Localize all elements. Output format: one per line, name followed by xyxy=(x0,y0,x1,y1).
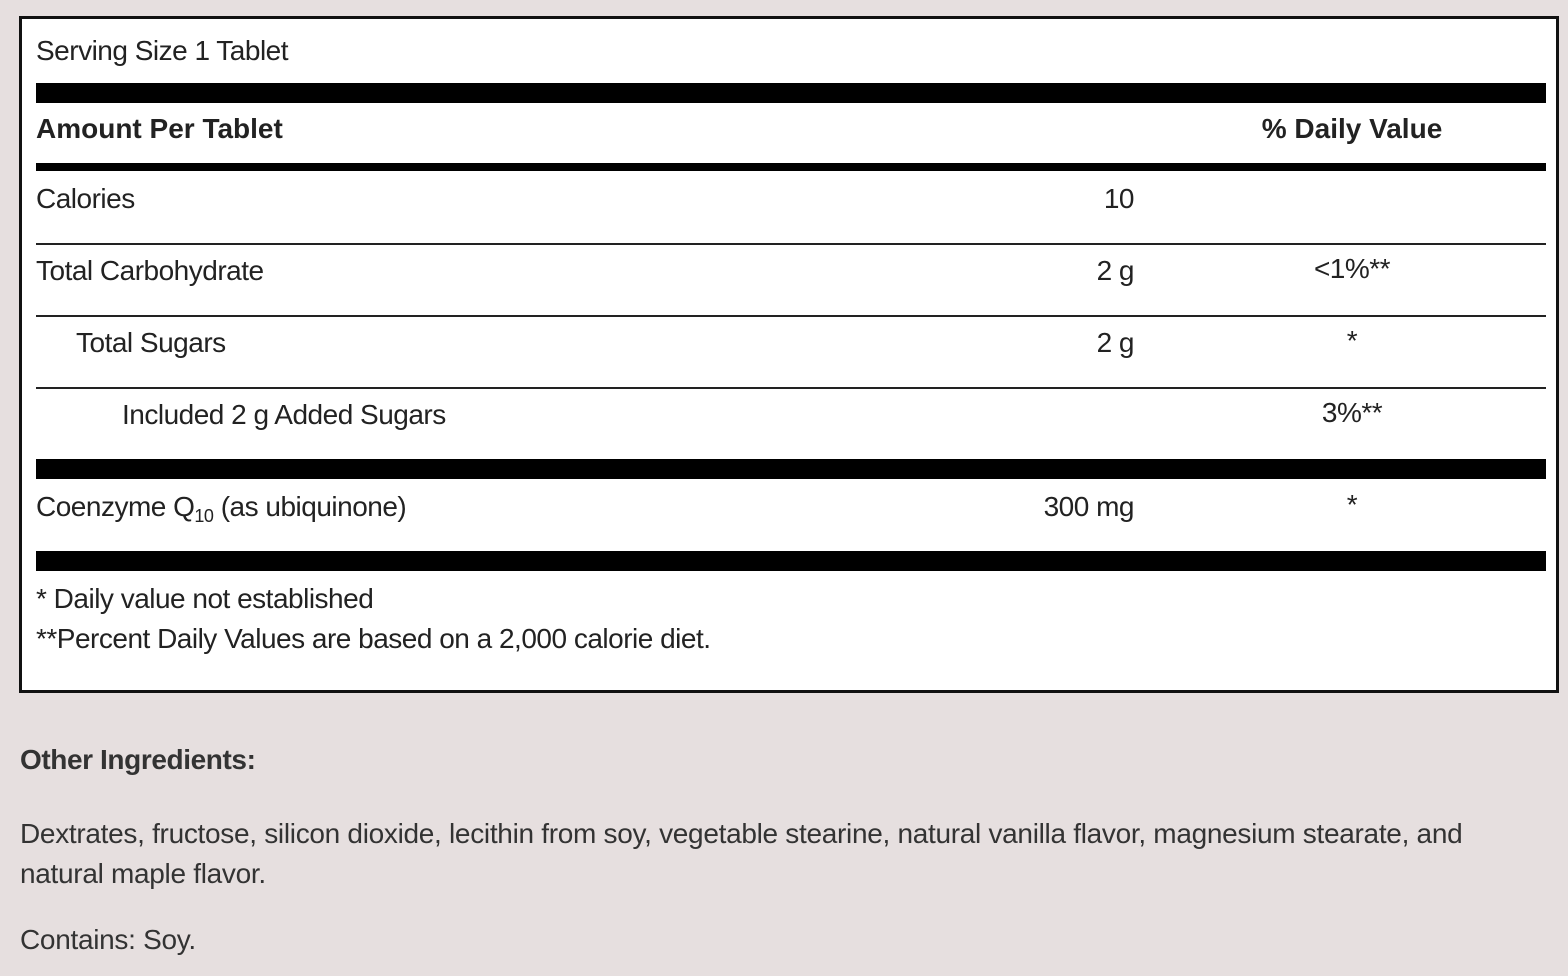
thin-divider xyxy=(36,315,1546,317)
nutrient-amount: 2 g xyxy=(1096,327,1134,358)
thick-divider xyxy=(36,83,1546,103)
footnote-percent-daily: **Percent Daily Values are based on a 2,000 calorie diet. xyxy=(36,623,711,654)
table-row xyxy=(36,183,1546,223)
nutrient-dv: * xyxy=(1346,325,1358,356)
other-ingredients-text: Dextrates, fructose, silicon dioxide, lecithin from soy, vegetable stearine, natural vanilla flavor, magnesium stearate, and natural maple flavor. xyxy=(20,818,1463,889)
nutrient-dv: 3%** xyxy=(1321,397,1383,428)
coenzyme-dv: * xyxy=(1346,489,1358,520)
nutrient-dv: <1%** xyxy=(1313,253,1391,284)
nutrient-name: Total Carbohydrate xyxy=(36,255,264,286)
thick-divider xyxy=(36,459,1546,479)
footnote-daily-value: * Daily value not established xyxy=(36,583,374,614)
thick-divider xyxy=(36,551,1546,571)
daily-value-label: % Daily Value xyxy=(1261,113,1443,144)
amount-per-tablet-label: Amount Per Tablet xyxy=(36,113,283,144)
table-row xyxy=(36,491,1546,531)
table-header xyxy=(36,113,1546,153)
supplement-facts-panel xyxy=(19,16,1559,693)
nutrient-name: Included 2 g Added Sugars xyxy=(122,399,446,430)
nutrient-name: Total Sugars xyxy=(76,327,226,358)
contains-allergen: Contains: Soy. xyxy=(20,924,196,955)
table-row xyxy=(36,327,1546,367)
thin-divider xyxy=(36,243,1546,245)
coenzyme-name: Coenzyme $Q_{10}$ (as ubiquinone) xyxy=(36,491,407,526)
serving-size: Serving Size 1 Tablet xyxy=(36,35,289,66)
nutrient-name: Calories xyxy=(36,183,135,214)
table-row xyxy=(36,399,1546,439)
other-ingredients-title: Other Ingredients: xyxy=(20,744,256,775)
coenzyme-amount: 300 mg xyxy=(1043,491,1134,522)
thin-divider xyxy=(36,387,1546,389)
nutrient-amount: 10 xyxy=(1103,183,1134,214)
medium-divider xyxy=(36,163,1546,171)
nutrient-amount: 2 g xyxy=(1096,255,1134,286)
table-row xyxy=(36,255,1546,295)
